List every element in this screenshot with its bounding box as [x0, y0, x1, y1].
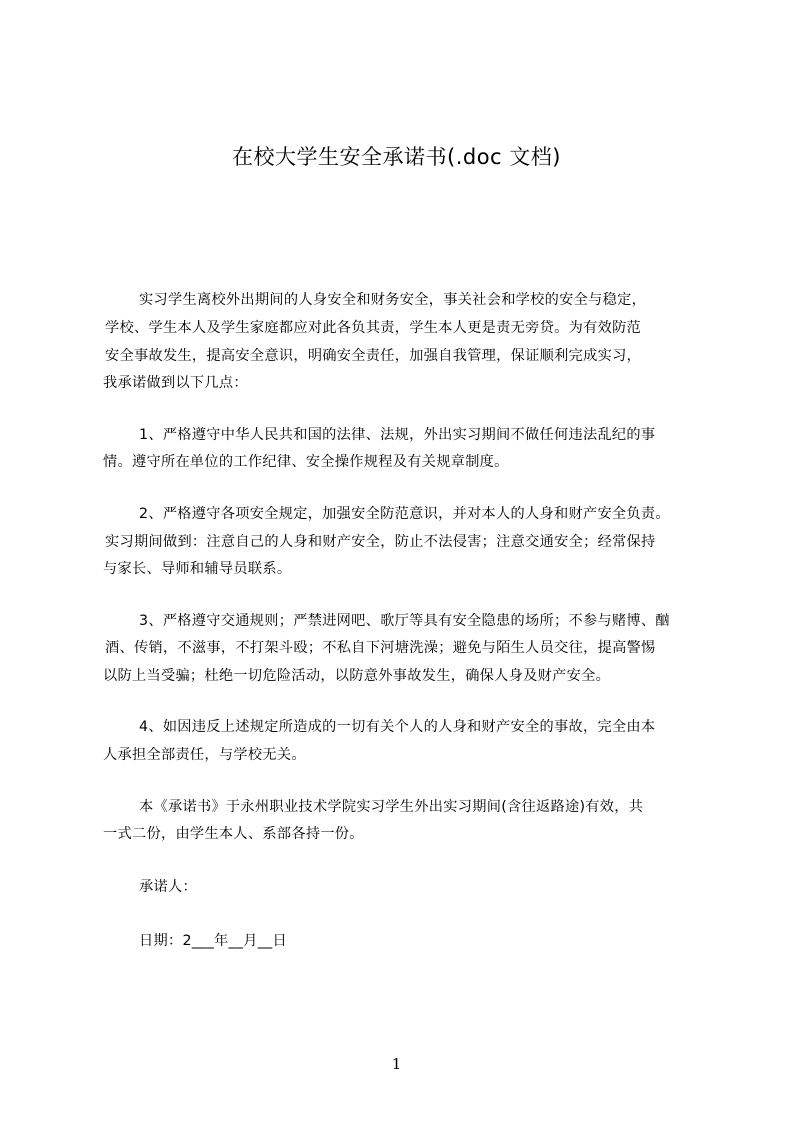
item-line: 2、严格遵守各项安全规定，加强安全防范意识，并对本人的人身和财产安全负责。: [139, 506, 670, 522]
document-title: 在校大学生安全承诺书(.doc 文档): [232, 145, 561, 169]
item-line: 人承担全部责任，与学校无关。: [103, 747, 306, 763]
intro-line: 我承诺做到以下几点：: [103, 375, 248, 391]
validity-line: 本《承诺书》于永州职业技术学院实习学生外出实习期间(含往返路途)有效，共: [139, 799, 644, 815]
page-number: 1: [391, 1055, 402, 1073]
item-line: 4、如因违反上述规定所造成的一切有关个人的人身和财产安全的事故，完全由本: [139, 719, 656, 735]
date-line: 日期：2___年__月__日: [139, 933, 288, 949]
item-line: 实习期间做到：注意自己的人身和财产安全，防止不法侵害；注意交通安全；经常保持: [105, 534, 656, 550]
item-line: 1、严格遵守中华人民共和国的法律、法规，外出实习期间不做任何违法乱纪的事: [139, 427, 656, 443]
signatory-label: 承诺人：: [139, 879, 197, 895]
item-line: 情。遵守所在单位的工作纪律、安全操作规程及有关规章制度。: [103, 454, 509, 470]
item-line: 3、严格遵守交通规则；严禁进网吧、歌厅等具有安全隐患的场所；不参与赌博、酗: [139, 613, 670, 629]
item-line: 酒、传销，不滋事，不打架斗殴；不私自下河塘洗澡；避免与陌生人员交往，提高警惕: [105, 640, 656, 656]
item-line: 与家长、导师和辅导员联系。: [103, 561, 292, 577]
intro-line: 安全事故发生，提高安全意识，明确安全责任，加强自我管理，保证顺利完成实习，: [105, 348, 642, 364]
intro-line: 实习学生离校外出期间的人身安全和财务安全，事关社会和学校的安全与稳定，: [139, 292, 647, 308]
item-line: 以防上当受骗；杜绝一切危险活动，以防意外事故发生，确保人身及财产安全。: [103, 668, 611, 684]
intro-line: 学校、学生本人及学生家庭都应对此各负其责，学生本人更是责无旁贷。为有效防范: [105, 320, 642, 336]
validity-line: 一式二份，由学生本人、系部各持一份。: [103, 826, 364, 842]
